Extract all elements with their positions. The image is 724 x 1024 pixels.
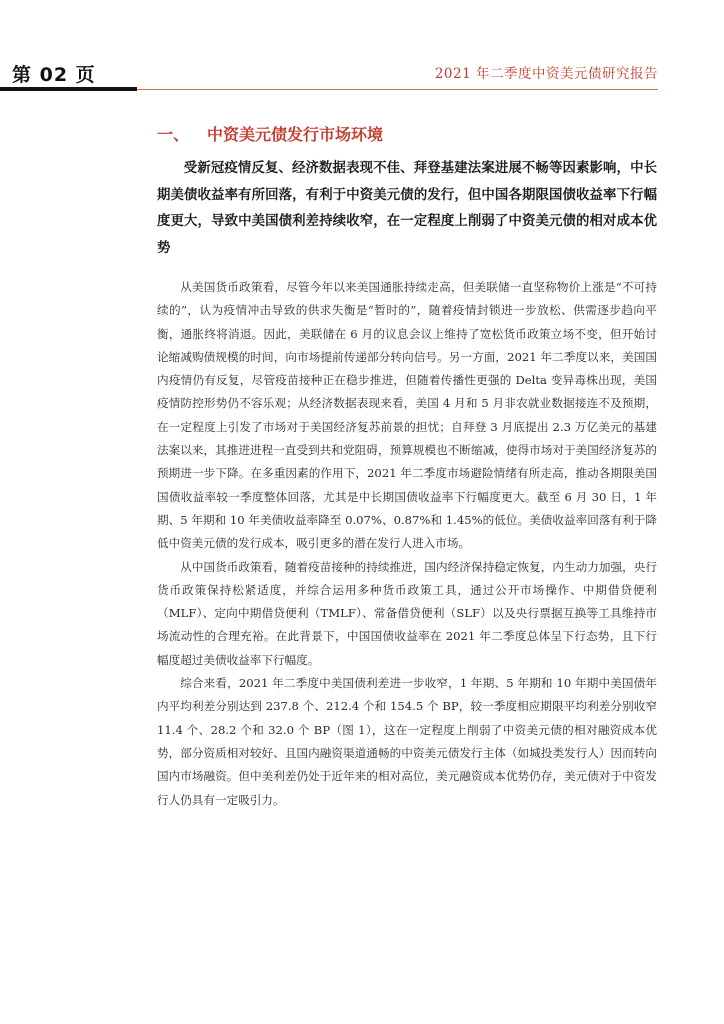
- lead-paragraph: 受新冠疫情反复、经济数据表现不佳、拜登基建法案进展不畅等因素影响，中长期美债收益率有所回落，有利于中资美元债的发行，但中国各期限国债收益率下行幅度更大，导致中美国债利差持续收窄，在一定程度上削弱了中资美元债的相对成本优势: [157, 161, 657, 256]
- header-rule-black: [0, 87, 137, 91]
- section-title-text: 中资美元债发行市场环境: [207, 125, 384, 144]
- page-header: [0, 58, 724, 98]
- paragraph-china-monetary-policy: 从中国货币政策看，随着疫苗接种的持续推进，国内经济保持稳定恢复，内生动力加强，央行货币政策保持松紧适度，并综合运用多种货币政策工具，通过公开市场操作、中期借贷便利（MLF）、定向中期借贷便利（TMLF）、常备借贷便利（SLF）以及央行票据互换等工具维持市场流动性的合理充裕。在此背景下，中国国债收益率在 2021 年二季度总体呈下行态势，且下行幅度超过美债收益率下行幅度。: [157, 559, 657, 667]
- body-text: [157, 276, 657, 812]
- report-title: 2021 年二季度中资美元债研究报告: [434, 66, 658, 82]
- page-number: 第 02 页: [12, 64, 96, 86]
- section-number: 一、: [157, 125, 190, 144]
- paragraph-summary: 综合来看，2021 年二季度中美国债利差进一步收窄，1 年期、5 年期和 10 年期中美国债年内平均利差分别达到 237.8 个、212.4 个和 154.5 个 BP，较一季度相应期限平均利差分别收窄 11.4 个、28.2 个和 32.0 个 BP（图 1），这在一定程度上削弱了中资美元债的相对融资成本优势，部分资质相对较好、且国内融资渠道通畅的中资美元债发行主体（如城投类发行人）因而转向国内市场融资。但中美利差仍处于近年来的相对高位，美元融资成本优势仍存，美元债对于中资发行人仍具有一定吸引力。: [157, 676, 657, 807]
- paragraph-us-monetary-policy: 从美国货币政策看，尽管今年以来美国通胀持续走高，但美联储一直坚称物价上涨是“不可持续的”，认为疫情冲击导致的供求失衡是“暂时的”，随着疫情封锁进一步放松、供需逐步趋向平衡，通胀终将消退。因此，美联储在 6 月的议息会议上维持了宽松货币政策立场不变，但开始讨论缩减购债规模的时间，向市场提前传递部分转向信号。另一方面，2021 年二季度以来，美国国内疫情仍有反复，尽管疫苗接种正在稳步推进，但随着传播性更强的 Delta 变异毒株出现，美国疫情防控形势仍不容乐观；从经济数据表现来看，美国 4 月和 5 月非农就业数据接连不及预期，在一定程度上引发了市场对于美国经济复苏前景的担忧；自拜登 3 月底提出 2.3 万亿美元的基建法案以来，其推进进程一直受到共和党阻碍，预算规模也不断缩减，使得市场对于美国经济复苏的预期进一步下降。在多重因素的作用下，2021 年二季度市场避险情绪有所走高，推动各期限美国国债收益率较一季度整体回落，尤其是中长期国债收益率下行幅度更大。截至 6 月 30 日，1 年期、5 年期和 10 年美债收益率降至 0.07%、0.87%和 1.45%的低位。美债收益率回落有利于降低中资美元债的发行成本，吸引更多的潜在发行人进入市场。: [157, 280, 657, 551]
- section-heading: [157, 122, 383, 145]
- header-rule-orange: [137, 89, 658, 90]
